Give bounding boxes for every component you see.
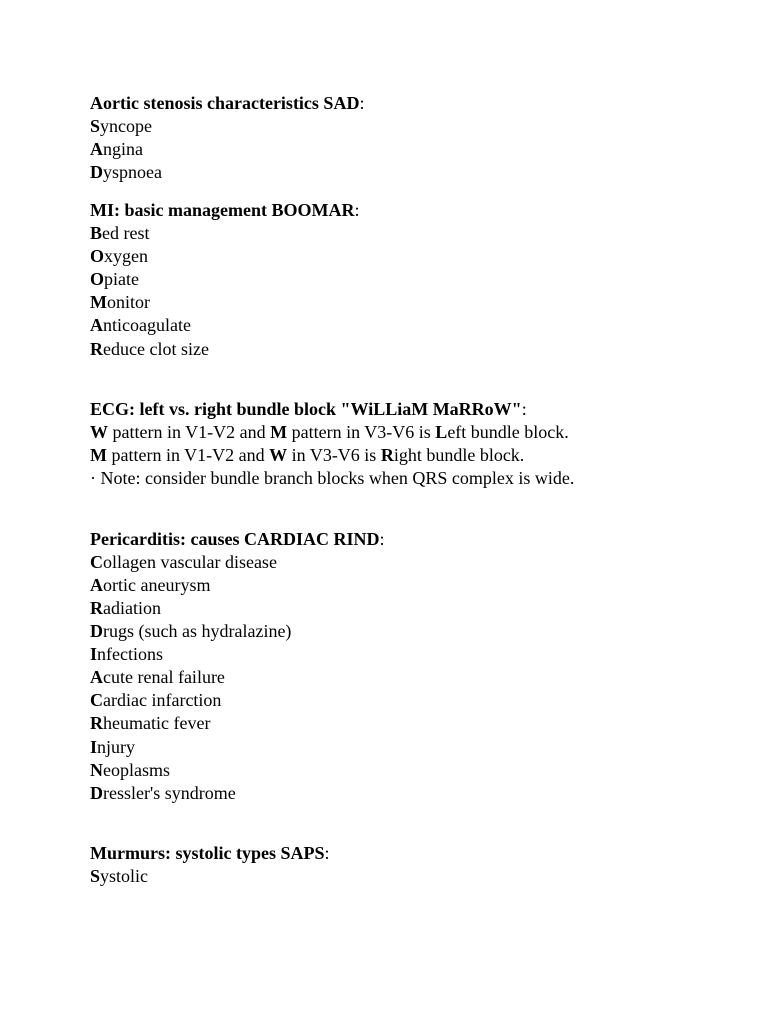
murmurs-title: Murmurs: systolic types SAPS [90, 843, 325, 863]
aortic-item-2-initial: A [90, 139, 103, 159]
ecg-l1-t2: pattern in V3-V6 is [287, 422, 436, 442]
pericarditis-item-4-initial: D [90, 621, 103, 641]
mi-title: MI: basic management BOOMAR [90, 200, 355, 220]
ecg-l2-t2: in V3-V6 is [287, 445, 381, 465]
ecg-l2-m: M [90, 445, 107, 465]
pericarditis-item-5-initial: I [90, 644, 98, 664]
ecg-l1-m: M [270, 422, 288, 442]
pericarditis-heading [90, 528, 384, 551]
pericarditis-colon: : [379, 529, 385, 549]
pericarditis-item-9-initial: I [90, 737, 98, 757]
pericarditis-item-7-initial: C [90, 690, 103, 710]
aortic-item-3 [90, 161, 162, 184]
pericarditis-item-8 [90, 712, 210, 735]
pericarditis-item-7 [90, 689, 221, 712]
pericarditis-item-3-text: adiation [103, 598, 161, 618]
aortic-item-2 [90, 138, 143, 161]
pericarditis-item-10 [90, 759, 170, 782]
pericarditis-item-9 [90, 736, 135, 759]
ecg-l2-r: R [380, 445, 394, 465]
aortic-colon: : [359, 93, 365, 113]
pericarditis-item-4-text: rugs (such as hydralazine) [103, 621, 292, 641]
mi-item-2-text: xygen [104, 246, 149, 266]
mi-item-1-initial: B [90, 223, 103, 243]
mi-item-3-initial: O [90, 269, 105, 289]
mi-item-3 [90, 268, 139, 291]
aortic-item-2-text: ngina [103, 139, 143, 159]
ecg-l1-t3: eft bundle block. [447, 422, 569, 442]
pericarditis-item-5 [90, 643, 163, 666]
pericarditis-item-1 [90, 551, 277, 574]
ecg-title: ECG: left vs. right bundle block "WiLLiaM MaRRoW" [90, 399, 522, 419]
murmurs-item-1 [90, 865, 148, 888]
murmurs-item-1-text: ystolic [100, 866, 149, 886]
murmurs-item-1-initial: S [90, 866, 101, 886]
mi-item-5-text: nticoagulate [103, 315, 191, 335]
mi-item-1-text: ed rest [102, 223, 150, 243]
mi-item-5-initial: A [90, 315, 103, 335]
ecg-line-right-bundle [90, 444, 524, 467]
mi-colon: : [354, 200, 360, 220]
ecg-l1-l: L [435, 422, 448, 442]
ecg-l1-w: W [90, 422, 108, 442]
ecg-heading [90, 398, 527, 421]
pericarditis-item-6-initial: A [90, 667, 103, 687]
pericarditis-item-4 [90, 620, 291, 643]
ecg-l1-t1: pattern in V1-V2 and [108, 422, 271, 442]
aortic-title: Aortic stenosis characteristics SAD [90, 93, 360, 113]
ecg-l2-w: W [269, 445, 288, 465]
pericarditis-item-8-text: heumatic fever [103, 713, 211, 733]
mi-item-5 [90, 314, 191, 337]
mi-item-2 [90, 245, 148, 268]
aortic-item-1-initial: S [90, 116, 101, 136]
murmurs-colon: : [324, 843, 330, 863]
mi-item-4-initial: M [90, 292, 107, 312]
pericarditis-item-10-text: eoplasms [103, 760, 170, 780]
pericarditis-item-11-initial: D [90, 783, 103, 803]
aortic-item-3-initial: D [90, 162, 103, 182]
mi-item-4-text: onitor [107, 292, 150, 312]
aortic-item-1 [90, 115, 152, 138]
pericarditis-item-2-initial: A [90, 575, 103, 595]
ecg-line-left-bundle [90, 421, 569, 444]
mi-item-1 [90, 222, 150, 245]
pericarditis-item-8-initial: R [90, 713, 103, 733]
pericarditis-item-7-text: ardiac infarction [103, 690, 222, 710]
pericarditis-item-6-text: cute renal failure [103, 667, 225, 687]
ecg-colon: : [521, 399, 527, 419]
aortic-item-1-text: yncope [100, 116, 152, 136]
pericarditis-item-3 [90, 597, 161, 620]
ecg-l2-t1: pattern in V1-V2 and [107, 445, 270, 465]
pericarditis-title: Pericarditis: causes CARDIAC RIND [90, 529, 380, 549]
pericarditis-item-10-initial: N [90, 760, 103, 780]
pericarditis-item-2-text: ortic aneurysm [103, 575, 211, 595]
pericarditis-item-3-initial: R [90, 598, 103, 618]
mi-item-2-initial: O [90, 246, 105, 266]
murmurs-heading [90, 842, 330, 865]
pericarditis-item-5-text: nfections [97, 644, 163, 664]
aortic-item-3-text: yspnoea [103, 162, 162, 182]
mi-item-6-initial: R [90, 339, 103, 359]
pericarditis-item-6 [90, 666, 225, 689]
mi-item-3-text: piate [104, 269, 139, 289]
pericarditis-item-11-text: ressler's syndrome [103, 783, 236, 803]
mi-item-6 [90, 338, 209, 361]
mi-item-4 [90, 291, 150, 314]
pericarditis-item-11 [90, 782, 236, 805]
ecg-note: · Note: consider bundle branch blocks when QRS complex is wide. [90, 468, 575, 488]
aortic-heading [90, 92, 364, 115]
pericarditis-item-2 [90, 574, 210, 597]
pericarditis-item-1-initial: C [90, 552, 103, 572]
mi-heading [90, 199, 360, 222]
pericarditis-item-9-text: njury [97, 737, 136, 757]
mi-item-6-text: educe clot size [103, 339, 209, 359]
ecg-l2-t3: ight bundle block. [393, 445, 525, 465]
pericarditis-item-1-text: ollagen vascular disease [103, 552, 277, 572]
